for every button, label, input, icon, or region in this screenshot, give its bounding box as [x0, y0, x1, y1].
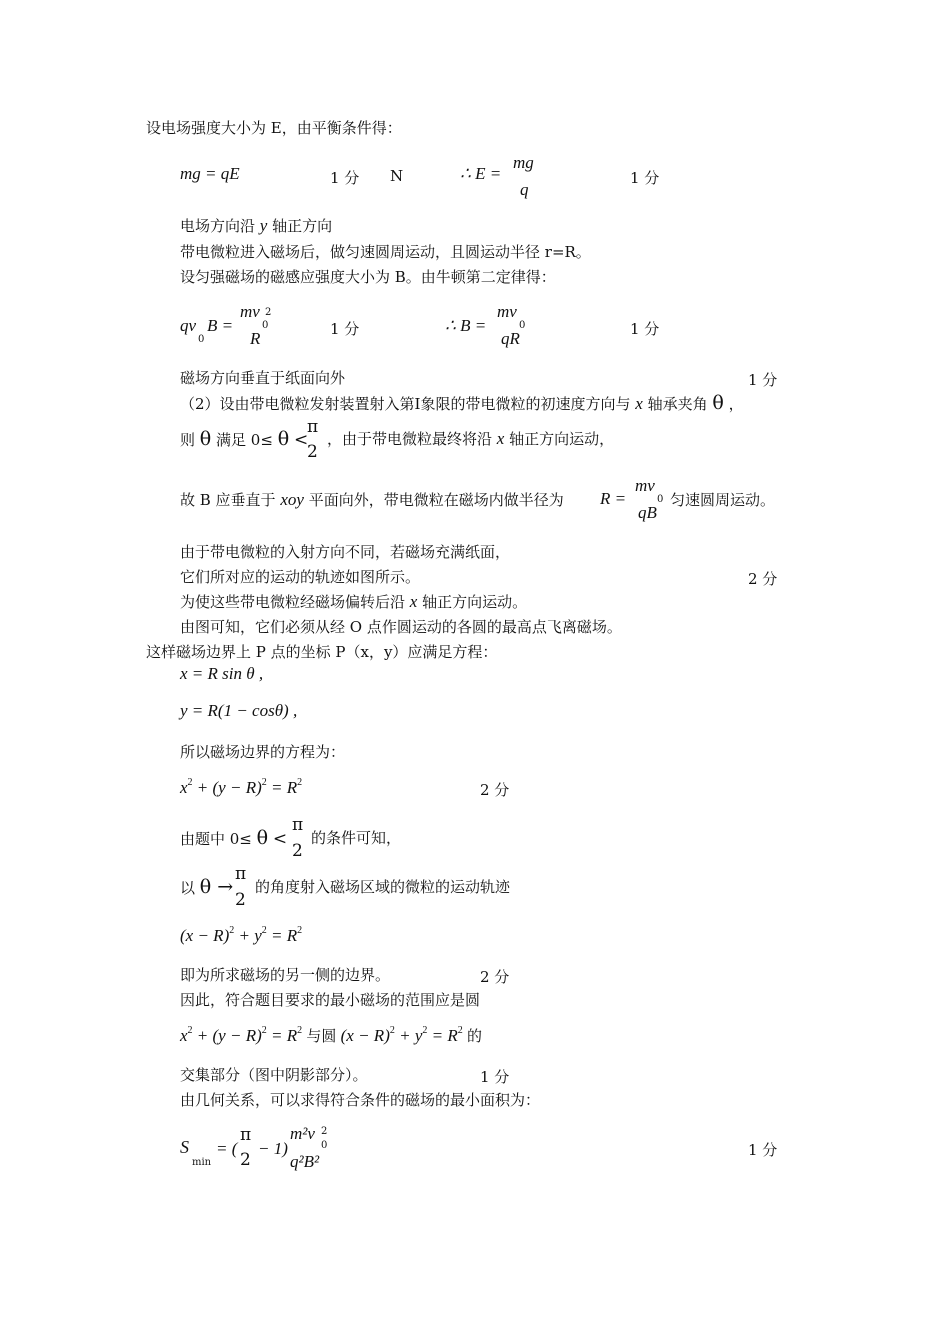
eq-part: = R: [271, 926, 298, 945]
text-line: 带电微粒进入磁场后，做匀速圆周运动，且圆运动半径 r=R。: [180, 243, 591, 261]
fraction-denominator: q²B²: [290, 1152, 320, 1171]
text-line: [180, 491, 564, 509]
fraction-numerator: mv: [240, 302, 260, 321]
fraction-denominator: qB: [638, 503, 657, 522]
superscript: 2: [261, 777, 267, 788]
text: 的: [467, 1027, 483, 1045]
equation: [180, 779, 302, 800]
equation: R =: [600, 489, 627, 508]
eq-part: + (y − R): [196, 1026, 262, 1045]
text-line: 设匀强磁场的磁感应强度大小为 B。由牛顿第二定律得：: [180, 268, 556, 286]
equation: [180, 927, 302, 948]
score: 2 分: [480, 968, 510, 986]
text: 则: [180, 431, 196, 449]
equation: x = R sin θ ,: [180, 664, 264, 683]
text: 轴承夹角: [647, 395, 708, 413]
less-than: <: [272, 829, 288, 849]
superscript: 2: [187, 1025, 193, 1036]
eq-part: + y: [238, 926, 262, 945]
fraction-numerator: m²v: [290, 1124, 315, 1143]
fraction-numerator: π: [235, 864, 247, 884]
text-line: 设电场强度大小为 E，由平衡条件得：: [146, 119, 402, 137]
text: 平面向外，带电微粒在磁场内做半径为: [308, 491, 564, 509]
fraction-denominator: 2: [235, 890, 246, 910]
text-line: 所以磁场边界的方程为：: [180, 743, 346, 761]
fraction-numerator: π: [292, 815, 304, 835]
text-line: 它们所对应的运动的轨迹如图所示。: [180, 568, 421, 586]
text: 由题中 0≤: [180, 830, 252, 848]
superscript: 2: [261, 925, 267, 936]
superscript: 2: [297, 925, 303, 936]
subscript: min: [192, 1157, 212, 1168]
eq-part: + (y − R): [196, 778, 262, 797]
equation: y = R(1 − cosθ) ,: [180, 701, 298, 720]
score: 2 分: [748, 570, 778, 588]
eq-part: x: [180, 1026, 188, 1045]
theta-symbol: θ: [277, 428, 290, 450]
eq-part: x: [180, 778, 188, 797]
variable: xoy: [280, 490, 304, 509]
text-line: 的角度射入磁场区域的微粒的运动轨迹: [255, 878, 511, 896]
text-line: 这样磁场边界上 P 点的坐标 P（x，y）应满足方程：: [146, 643, 498, 661]
score: 1 分: [748, 371, 778, 389]
fraction-numerator: mv: [635, 476, 655, 495]
text: ，: [728, 395, 744, 413]
subscript: 0: [198, 334, 205, 345]
fraction-numerator: mv: [497, 302, 517, 321]
text-line: 即为所求磁场的另一侧的边界。: [180, 966, 391, 984]
fraction-denominator: qR: [501, 329, 520, 348]
text-line: 由图可知，它们必须从经 O 点作圆运动的各圆的最高点飞离磁场。: [180, 618, 622, 636]
text: 轴正方向运动，: [509, 430, 615, 448]
score: 2 分: [480, 781, 510, 799]
text-line: [180, 878, 233, 897]
score: 1 分: [330, 320, 360, 338]
text: （2）设由带电微粒发射装置射入第Ⅰ象限的带电微粒的初速度方向与: [180, 395, 631, 413]
superscript: 2: [261, 1025, 267, 1036]
text-line: 的条件可知，: [311, 829, 402, 847]
fraction-denominator: 2: [240, 1150, 251, 1170]
text-line: [180, 829, 287, 848]
fraction-denominator: R: [250, 329, 261, 348]
theta-symbol: θ: [712, 392, 724, 414]
equation: qv: [180, 316, 197, 335]
eq-part: = R: [431, 1026, 458, 1045]
score: 1 分: [748, 1141, 778, 1159]
fraction-denominator: 2: [307, 442, 318, 462]
equation: − 1): [258, 1139, 288, 1158]
text-line: 交集部分（图中阴影部分）。: [180, 1066, 368, 1084]
text-line: [180, 217, 332, 235]
text: 为使这些带电微粒经磁场偏转后沿: [180, 593, 406, 611]
score: 1 分: [330, 169, 360, 187]
variable: x: [496, 429, 505, 448]
fraction-numerator: mg: [513, 153, 534, 172]
score: 1 分: [630, 169, 660, 187]
eq-part: = R: [271, 1026, 298, 1045]
equation: ∴ E =: [460, 164, 502, 183]
variable: x: [409, 592, 418, 611]
equation: B =: [207, 316, 234, 335]
text: ，由于带电微粒最终将沿: [327, 430, 493, 448]
text: 与圆: [306, 1027, 337, 1045]
subscript: 0: [519, 320, 526, 331]
text-line: 因此，符合题目要求的最小磁场的范围应是圆: [180, 991, 481, 1009]
score: 1 分: [630, 320, 660, 338]
superscript: 2: [229, 925, 235, 936]
fraction-numerator: π: [307, 417, 319, 437]
text: 故 B 应垂直于: [180, 491, 276, 509]
superscript: 2: [187, 777, 193, 788]
eq-part: (x − R): [180, 926, 230, 945]
text-line: [180, 430, 308, 449]
superscript: 2: [422, 1025, 428, 1036]
equation: ∴ B =: [445, 316, 487, 335]
theta-arrow: θ →: [199, 876, 234, 898]
text-line: [180, 394, 744, 413]
text: 以: [180, 879, 196, 897]
superscript: 2: [457, 1025, 463, 1036]
text: 轴正方向: [272, 217, 333, 235]
subscript: 0: [262, 320, 269, 331]
equation: mg = qE: [180, 164, 240, 183]
eq-part: = R: [271, 778, 298, 797]
fraction-denominator: q: [520, 180, 529, 199]
text: 轴正方向运动。: [422, 593, 528, 611]
variable: x: [635, 394, 643, 413]
fraction-denominator: 2: [292, 841, 303, 861]
equation: [180, 1027, 482, 1048]
text-line: 磁场方向垂直于纸面向外: [180, 369, 346, 387]
subscript: 0: [657, 494, 664, 505]
superscript: 2: [297, 777, 303, 788]
score: 1 分: [480, 1068, 510, 1086]
text: 满足 0≤: [216, 431, 273, 449]
theta-symbol: θ: [256, 827, 269, 849]
variable: y: [259, 216, 268, 235]
less-than: <: [293, 430, 309, 450]
superscript: 2: [389, 1025, 395, 1036]
text-line: [327, 430, 614, 448]
eq-part: + y: [399, 1026, 423, 1045]
unit: N: [390, 167, 404, 185]
text-line: 由于带电微粒的入射方向不同，若磁场充满纸面，: [180, 543, 511, 561]
equation: = (: [216, 1139, 238, 1158]
superscript: 2: [297, 1025, 303, 1036]
text-line: 匀速圆周运动。: [670, 491, 776, 509]
fraction-numerator: π: [240, 1125, 252, 1145]
text-line: 由几何关系，可以求得符合条件的磁场的最小面积为：: [180, 1091, 541, 1109]
superscript: 2: [265, 307, 272, 318]
text-line: [180, 593, 527, 611]
subscript: 0: [321, 1140, 328, 1151]
text: 电场方向沿: [180, 217, 256, 235]
equation: S: [180, 1137, 189, 1157]
theta-symbol: θ: [199, 428, 212, 450]
superscript: 2: [321, 1126, 328, 1137]
eq-part: (x − R): [340, 1026, 390, 1045]
